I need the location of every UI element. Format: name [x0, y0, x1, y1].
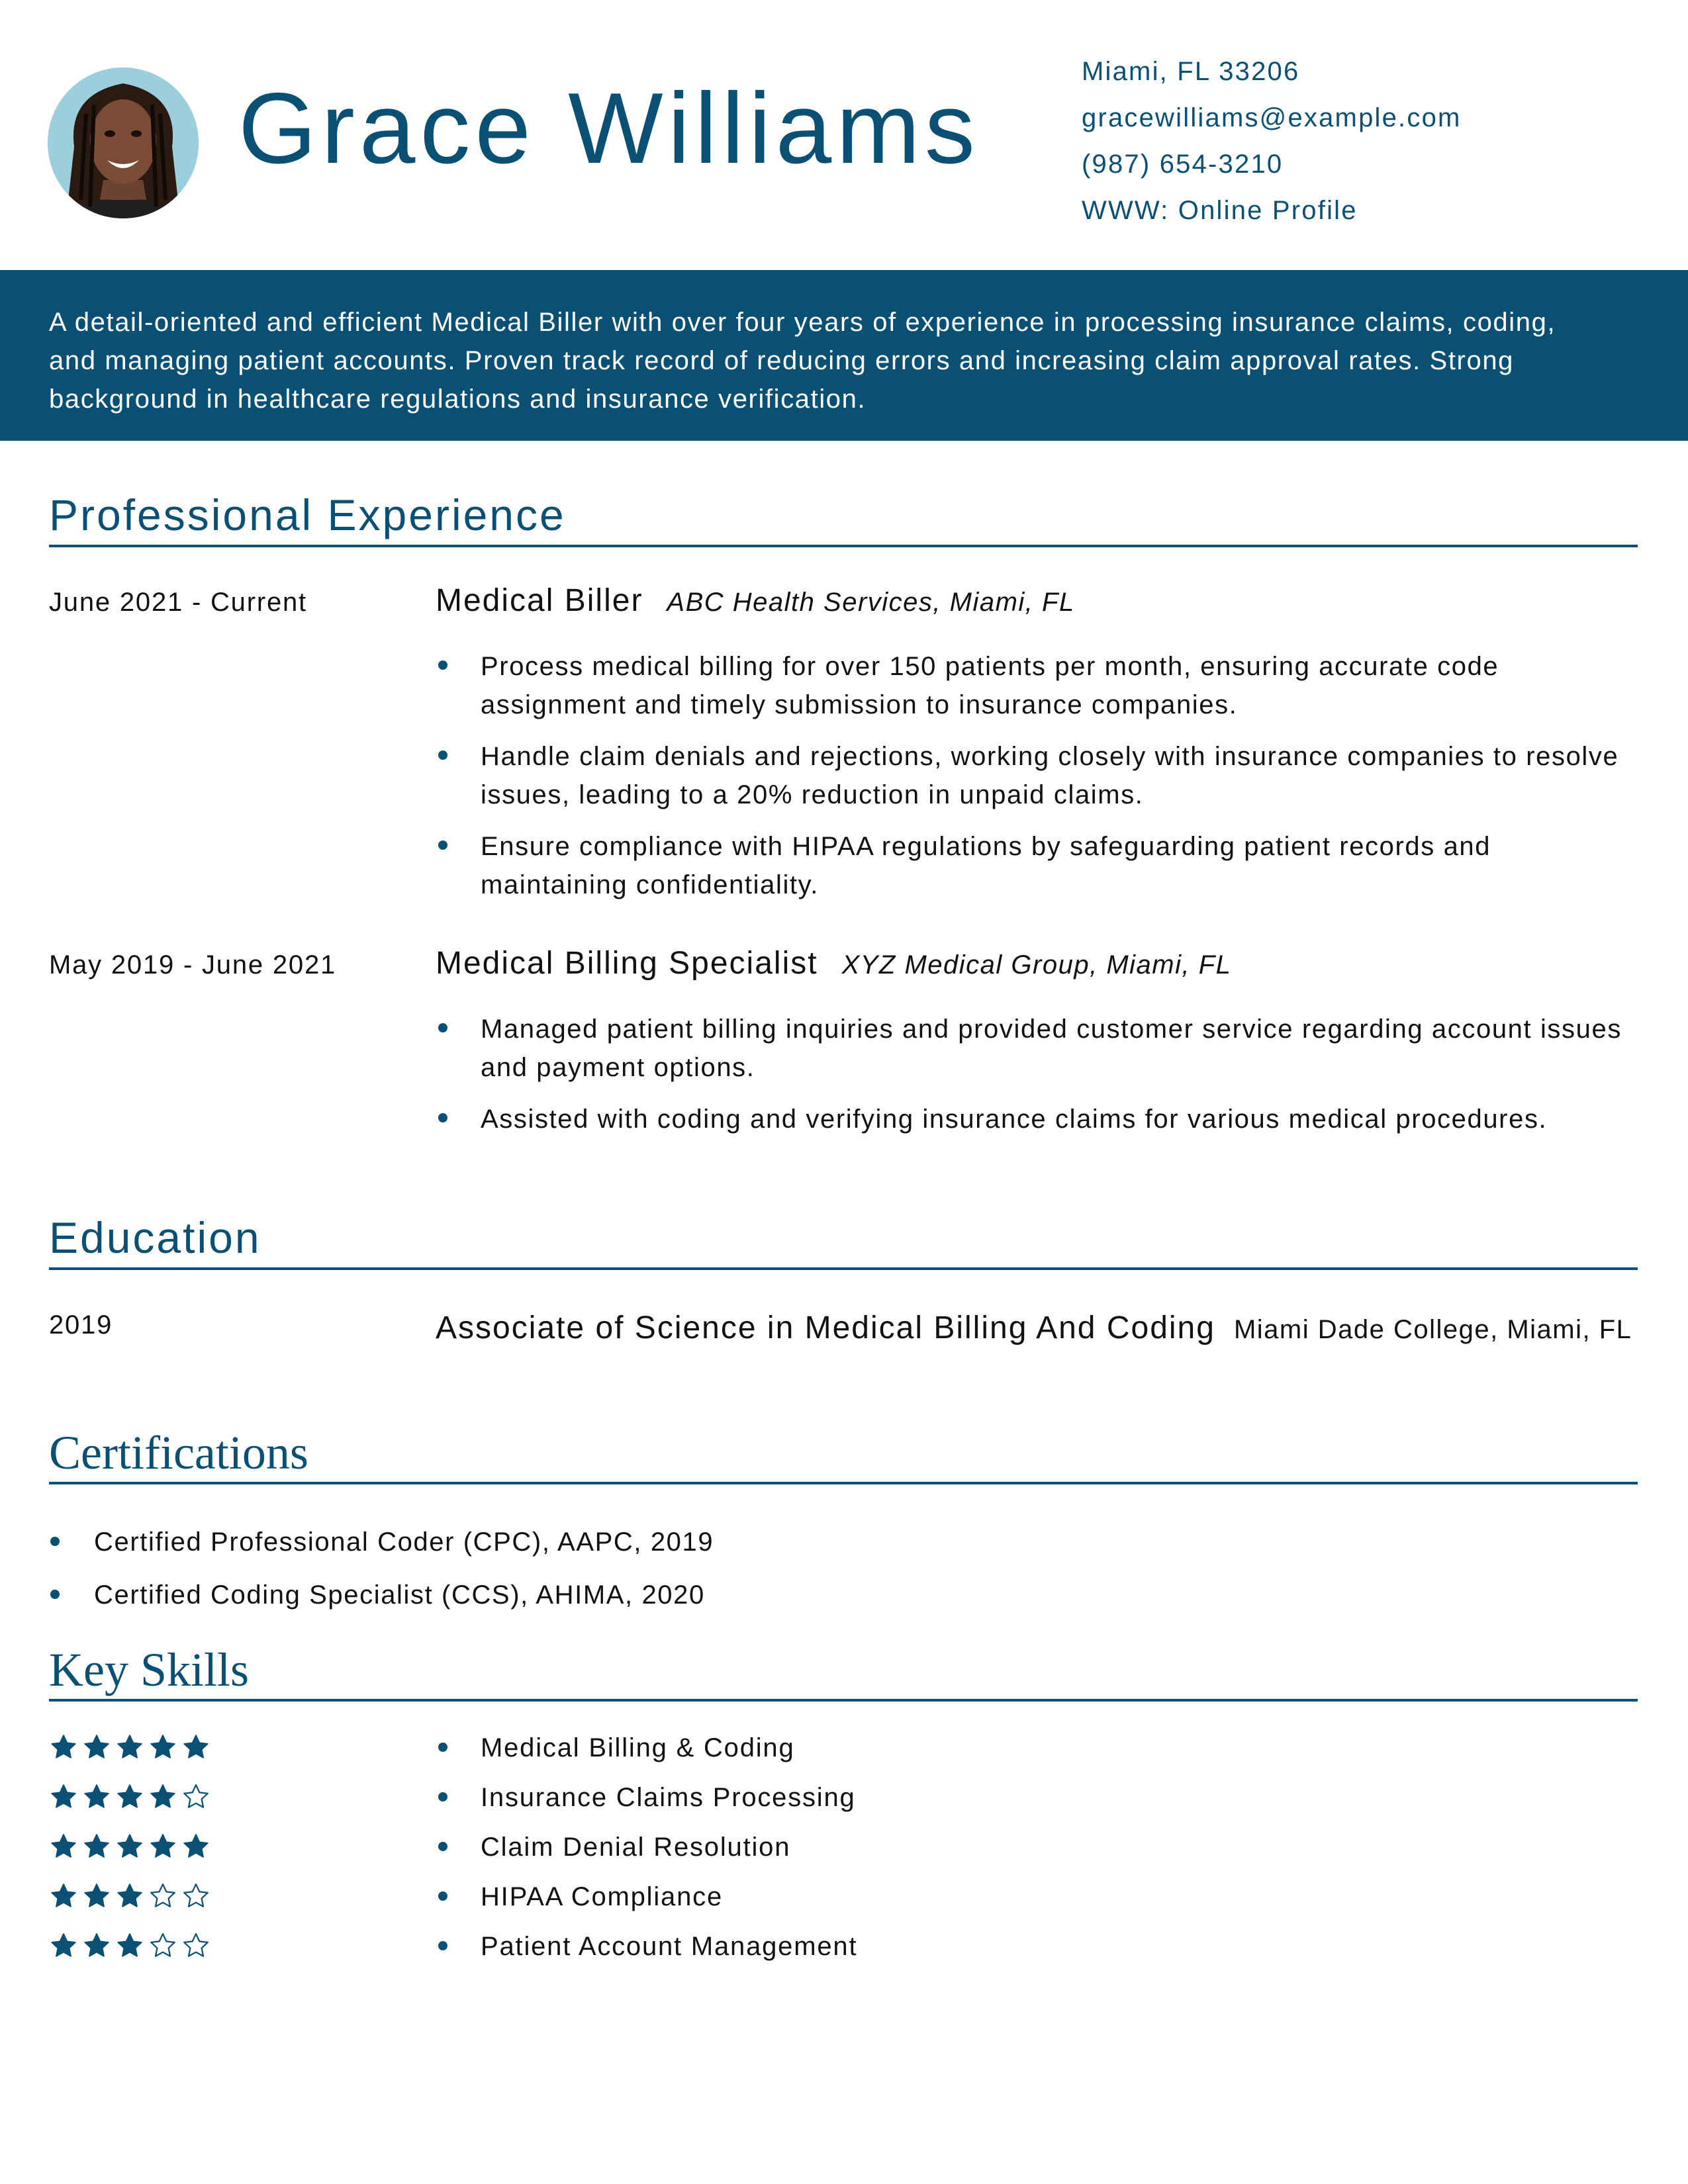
skill-row — [49, 1829, 1638, 1879]
star-rating — [49, 1832, 211, 1861]
job-title: Medical Biller — [436, 583, 643, 618]
contact-phone[interactable]: (987) 654-3210 — [1082, 150, 1284, 179]
section-rule-skills — [49, 1699, 1638, 1702]
star-rating — [49, 1931, 211, 1960]
star-filled-icon — [49, 1733, 78, 1762]
star-filled-icon — [82, 1882, 111, 1911]
star-filled-icon — [148, 1733, 177, 1762]
list-item: Ensure compliance with HIPAA regulations by safeguarding patient records and maintaining confidentiality. — [436, 827, 1634, 904]
star-filled-icon — [49, 1832, 78, 1861]
skill-name: Insurance Claims Processing — [436, 1780, 856, 1815]
list-item: Certified Professional Coder (CPC), AAPC, 2019 — [49, 1517, 714, 1570]
star-filled-icon — [82, 1832, 111, 1861]
section-rule-experience — [49, 545, 1638, 547]
list-item: Certified Coding Specialist (CCS), AHIMA, 2020 — [49, 1570, 714, 1623]
skill-name: Medical Billing & Coding — [436, 1730, 795, 1766]
skill-name: Claim Denial Resolution — [436, 1829, 790, 1865]
star-filled-icon — [148, 1832, 177, 1861]
section-title-skills: Key Skills — [49, 1643, 250, 1696]
star-filled-icon — [115, 1782, 144, 1811]
star-empty-icon — [181, 1931, 211, 1960]
job-heading — [436, 582, 1075, 619]
job-dates: June 2021 - Current — [49, 588, 307, 617]
star-filled-icon — [181, 1832, 211, 1861]
contact-website[interactable]: WWW: Online Profile — [1082, 196, 1358, 225]
section-title-experience: Professional Experience — [49, 490, 566, 539]
star-filled-icon — [115, 1832, 144, 1861]
job-organization: XYZ Medical Group, Miami, FL — [841, 950, 1232, 979]
star-filled-icon — [115, 1931, 144, 1960]
candidate-name: Grace Williams — [238, 72, 980, 185]
section-title-certifications: Certifications — [49, 1426, 308, 1479]
job-title: Medical Billing Specialist — [436, 946, 818, 981]
skill-row — [49, 1879, 1638, 1929]
job-heading — [436, 945, 1231, 981]
list-item: Assisted with coding and verifying insurance claims for various medical procedures. — [436, 1100, 1634, 1138]
skill-row — [49, 1730, 1638, 1780]
star-rating — [49, 1882, 211, 1911]
section-title-education: Education — [49, 1213, 261, 1262]
star-filled-icon — [82, 1931, 111, 1960]
job-dates: May 2019 - June 2021 — [49, 950, 337, 979]
star-empty-icon — [181, 1782, 211, 1811]
section-rule-education — [49, 1267, 1638, 1270]
star-filled-icon — [181, 1733, 211, 1762]
education-school: Miami Dade College, Miami, FL — [1233, 1315, 1632, 1344]
section-rule-certifications — [49, 1482, 1638, 1484]
list-item: Managed patient billing inquiries and provided customer service regarding account issues and payment options. — [436, 1010, 1634, 1087]
job-organization: ABC Health Services, Miami, FL — [667, 588, 1075, 617]
job-bullets — [436, 1010, 1634, 1152]
skills-list — [49, 1730, 1638, 1978]
star-filled-icon — [82, 1782, 111, 1811]
skill-name: HIPAA Compliance — [436, 1879, 723, 1915]
star-filled-icon — [49, 1782, 78, 1811]
list-item: Process medical billing for over 150 patients per month, ensuring accurate code assignment and timely submission to insurance companies. — [436, 647, 1634, 724]
star-filled-icon — [115, 1733, 144, 1762]
star-filled-icon — [82, 1733, 111, 1762]
star-filled-icon — [115, 1882, 144, 1911]
education-degree: Associate of Science in Medical Billing And Coding — [436, 1310, 1215, 1345]
contact-email[interactable]: gracewilliams@example.com — [1082, 103, 1462, 132]
star-filled-icon — [148, 1782, 177, 1811]
contact-location: Miami, FL 33206 — [1082, 57, 1300, 86]
skill-row — [49, 1929, 1638, 1978]
contact-block — [1082, 53, 1462, 238]
summary-band — [0, 270, 1688, 441]
skill-row — [49, 1780, 1638, 1829]
star-empty-icon — [148, 1931, 177, 1960]
star-empty-icon — [148, 1882, 177, 1911]
star-empty-icon — [181, 1882, 211, 1911]
star-rating — [49, 1733, 211, 1762]
list-item: Handle claim denials and rejections, working closely with insurance companies to resolve issues, leading to a 20% reduction in unpaid claims. — [436, 737, 1634, 814]
job-bullets — [436, 647, 1634, 917]
summary-text: A detail-oriented and efficient Medical Biller with over four years of experience in processing insurance claims, coding, and managing patient accounts. Proven track record of reducing errors and increasing claim approval rates. Strong background in healthcare regulations and insurance verification. — [49, 308, 1556, 414]
star-filled-icon — [49, 1931, 78, 1960]
profile-photo — [48, 68, 199, 218]
star-filled-icon — [49, 1882, 78, 1911]
skill-name: Patient Account Management — [436, 1929, 857, 1964]
certifications-list — [49, 1517, 714, 1623]
star-rating — [49, 1782, 211, 1811]
education-entry — [436, 1306, 1634, 1357]
education-year: 2019 — [49, 1310, 113, 1340]
